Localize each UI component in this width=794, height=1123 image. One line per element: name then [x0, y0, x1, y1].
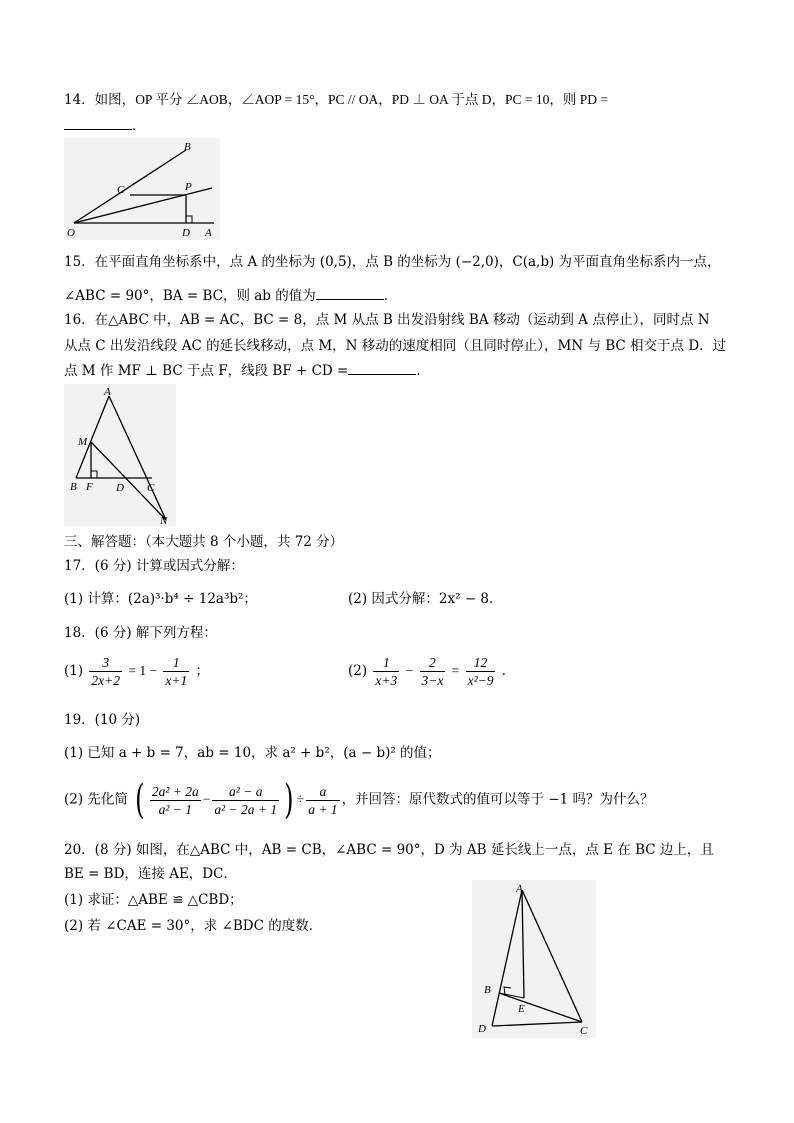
q19-frac3	[306, 783, 339, 818]
q16-label-n: N	[160, 515, 168, 526]
frac-den: a² − 1	[158, 801, 192, 817]
q19-p2-label: (2) 先化简	[64, 791, 128, 808]
section3-title: 三、解答题：（本大题共 8 个小题，共 72 分）	[64, 534, 344, 550]
q20-line1: 20．(8 分) 如图，在△ABC 中，AB = CB，∠ABC = 90°，D 为 AB 延长线上一点，点 E 在 BC 边上，且	[64, 842, 714, 858]
q15-line1: 15．在平面直角坐标系中，点 A 的坐标为 (0,5)，点 B 的坐标为 (−2,0)，C(a,b) 为平面直角坐标系内一点，	[64, 254, 721, 270]
q15-line2	[64, 287, 397, 305]
frac-den: x+3	[375, 673, 398, 688]
q16-answer-blank[interactable]	[348, 362, 416, 375]
frac-num: 1	[163, 654, 189, 672]
q16-line1: 16．在△ABC 中，AB = AC，BC = 8，点 M 从点 B 出发沿射线 BA 移动（运动到 A 点停止），同时点 N	[64, 312, 710, 328]
q20-label-d: D	[478, 1023, 486, 1035]
q14-figure	[64, 138, 220, 240]
q16-line3-text: 点 M 作 MF ⊥ BC 于点 F，线段 BF + CD =	[64, 363, 349, 379]
frac-num: 2a² + 2a	[151, 783, 199, 799]
q18-p2-label: (2)	[348, 663, 368, 679]
q14-answer-blank[interactable]	[64, 117, 132, 130]
q18-p1-frac2	[163, 654, 189, 689]
q20-label-b: B	[484, 984, 491, 996]
q16-line3	[64, 362, 430, 380]
frac-num: a	[306, 783, 339, 801]
q17-part2: (2) 因式分解：2x² − 8．	[348, 591, 503, 607]
q14-math: OP 平分 ∠AOB，∠AOP = 15°，PC // OA，PD ⊥ OA 于点 D，PC = 10，则 PD =	[135, 92, 608, 107]
q14-prefix: 14．如图，	[64, 92, 136, 108]
q14-label-d: D	[182, 227, 190, 239]
q16-label-m: M	[78, 436, 88, 448]
q14-label-b: B	[184, 141, 191, 153]
q20-figure	[472, 880, 596, 1038]
q20-part1: (1) 求证：△ABE ≌ △CBD；	[64, 892, 243, 908]
q18-part2	[348, 654, 515, 689]
q19-frac1	[150, 783, 201, 818]
frac-den: x²−9	[467, 673, 494, 688]
q19-frac2	[212, 783, 279, 818]
q18-p1-label: (1)	[64, 663, 84, 679]
q19-head: 19．(10 分)	[64, 712, 141, 728]
q18-p2-eq: =	[451, 663, 460, 678]
q16-end: ．	[416, 363, 430, 379]
q18-part1	[64, 654, 209, 689]
q18-p2-frac1	[373, 654, 399, 689]
q16-figure	[64, 384, 176, 526]
q18-p1-end: ；	[195, 663, 210, 679]
q16-label-a: A	[104, 386, 111, 398]
q20-line2: BE = BD，连接 AE，DC．	[64, 866, 237, 882]
frac-den: 2x+2	[91, 673, 121, 688]
q15-end: ．	[383, 288, 398, 304]
q20-label-a: A	[516, 883, 523, 895]
q14-label-a: A	[205, 227, 212, 239]
q15-line2-text: ∠ABC = 90°，BA = BC，则 ab 的值为	[64, 288, 316, 304]
q16-label-c: C	[147, 482, 155, 494]
q17-part1: (1) 计算：(2a)³·b⁴ ÷ 12a³b²；	[64, 591, 257, 607]
q14-text	[64, 91, 608, 109]
q15-answer-blank[interactable]	[316, 287, 384, 300]
q14-label-o: O	[67, 227, 75, 239]
frac-den: x+1	[165, 673, 188, 688]
q19-p2-tail: ，并回答：原代数式的值可以等于 −1 吗？为什么？	[341, 791, 654, 808]
frac-num: 2	[420, 654, 446, 672]
q14-answer-line	[64, 117, 146, 135]
q16-label-d: D	[116, 482, 124, 494]
q14-end: ．	[132, 118, 146, 134]
q20-part2: (2) 若 ∠CAE = 30°，求 ∠BDC 的度数．	[64, 918, 323, 934]
q18-p1-frac1	[89, 654, 122, 689]
q18-p2-frac2	[420, 654, 446, 689]
q18-p2-end: ．	[501, 663, 516, 679]
q16-label-b: B	[70, 481, 77, 493]
frac-num: a² − a	[212, 783, 279, 801]
frac-den: a² − 2a + 1	[214, 801, 278, 817]
frac-den: 3−x	[421, 673, 444, 688]
q14-label-c: C	[117, 184, 125, 196]
q20-label-c: C	[580, 1025, 588, 1037]
q19-part1: (1) 已知 a + b = 7，ab = 10，求 a² + b²，(a − b)² 的值；	[64, 745, 441, 761]
q18-p2-op: −	[405, 663, 414, 678]
left-paren: (	[135, 777, 145, 823]
frac-num: 3	[89, 654, 122, 672]
q19-part2	[64, 777, 654, 823]
frac-den: a + 1	[308, 801, 338, 817]
q20-label-e: E	[518, 1003, 525, 1015]
q16-line2: 从点 C 出发沿线段 AC 的延长线移动，点 M，N 移动的速度相同（且同时停止），MN 与 BC 相交于点 D．过	[64, 338, 727, 354]
q14-label-p: P	[185, 181, 192, 193]
q18-p1-mid: = 1 −	[128, 663, 158, 678]
q17-head: 17．(6 分) 计算或因式分解：	[64, 558, 244, 574]
q18-p2-frac3	[466, 654, 496, 689]
q19-op: −	[202, 791, 211, 807]
q18-head: 18．(6 分) 解下列方程：	[64, 625, 217, 641]
right-paren: )	[284, 777, 294, 823]
q19-div: ÷	[296, 791, 305, 807]
frac-num: 1	[373, 654, 399, 672]
q16-label-f: F	[86, 481, 93, 493]
frac-num: 12	[466, 654, 496, 672]
